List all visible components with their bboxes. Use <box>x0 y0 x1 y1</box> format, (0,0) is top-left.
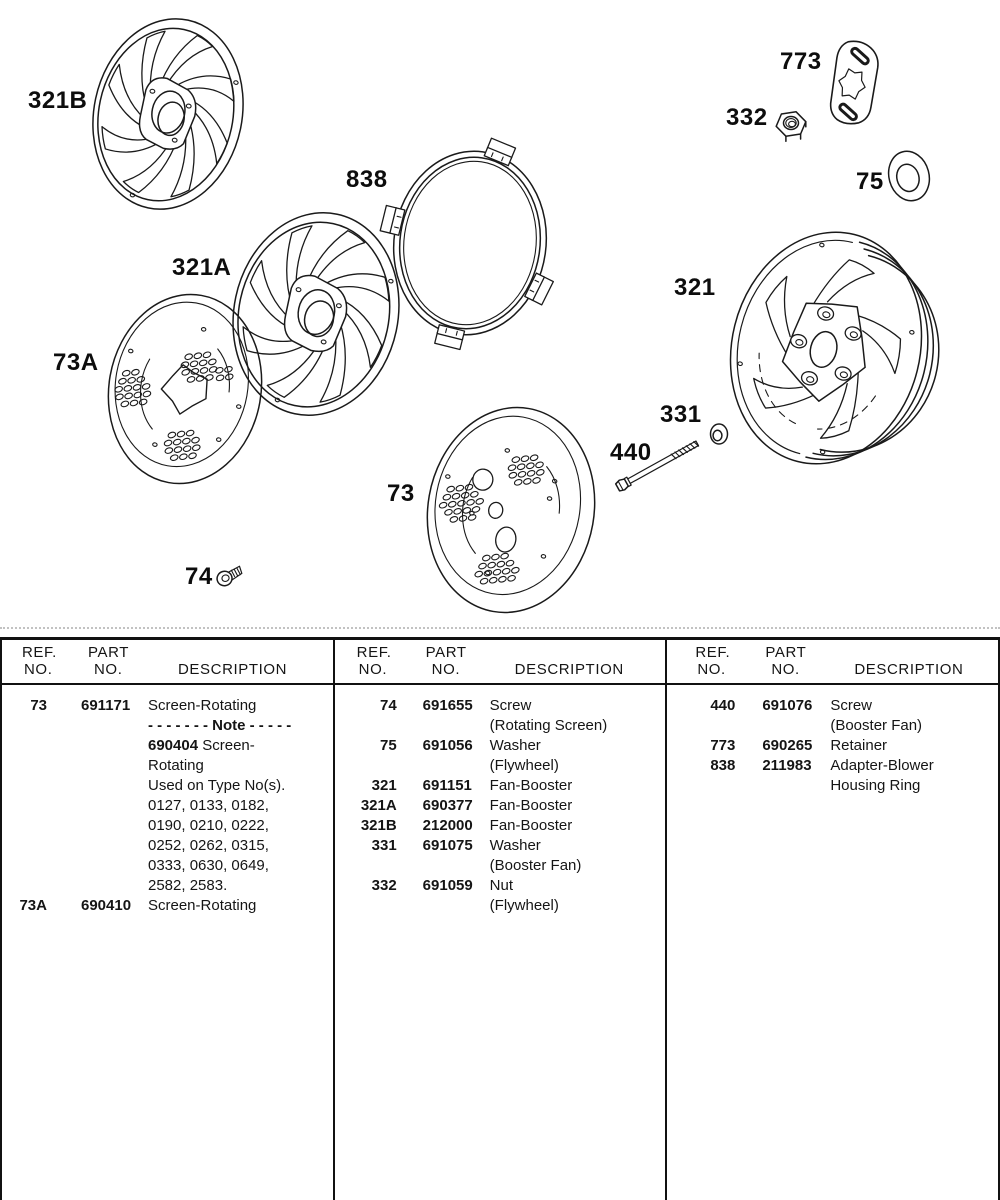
table-body <box>335 685 666 917</box>
description-cell: Rotating <box>148 757 204 774</box>
description-cell: Adapter-Blower <box>830 757 934 774</box>
callout-screen-73a: 73A <box>53 349 99 376</box>
ref-no-cell: 773 <box>710 737 736 754</box>
table-row <box>2 797 333 817</box>
header-ref-no: NO. <box>697 661 726 678</box>
table-row <box>2 857 333 877</box>
header-ref-no: NO. <box>358 661 388 678</box>
ref-no-cell: 321 <box>371 777 397 794</box>
table-header <box>335 640 666 685</box>
table-row <box>335 817 666 837</box>
description-cell: Fan-Booster <box>489 777 573 794</box>
flywheel-washer-75-drawing <box>883 147 935 206</box>
description-cell: (Flywheel) <box>489 897 559 914</box>
description-cell: Washer <box>489 737 541 754</box>
description-cell: 2582, 2583. <box>148 877 228 894</box>
description-cell: Fan-Booster <box>489 797 573 814</box>
header-part-no: PART <box>765 644 807 661</box>
header-part-no: PART <box>88 644 130 661</box>
callout-retainer-773: 773 <box>780 48 822 75</box>
part-no-cell: 212000 <box>422 817 473 834</box>
ref-no-cell: 331 <box>371 837 397 854</box>
table-row <box>2 897 333 917</box>
ref-no-cell: 332 <box>371 877 397 894</box>
part-no-cell: 691151 <box>422 777 472 794</box>
description-cell: 0333, 0630, 0649, <box>148 857 269 874</box>
header-description: DESCRIPTION <box>178 661 288 678</box>
part-no-cell: 211983 <box>762 757 812 774</box>
part-no-cell: 691075 <box>422 837 473 854</box>
ref-no-cell: 321A <box>360 797 397 814</box>
flywheel-nut-332-drawing <box>776 112 806 141</box>
table-row <box>2 777 333 797</box>
callout-fan-321a: 321A <box>172 254 232 281</box>
table-row <box>2 757 333 777</box>
table-header <box>2 640 333 685</box>
table-row <box>335 737 666 757</box>
callout-ring-838: 838 <box>346 166 388 193</box>
table-row <box>667 757 998 777</box>
header-description: DESCRIPTION <box>514 661 624 678</box>
description-cell: (Booster Fan) <box>489 857 582 874</box>
header-ref-no: NO. <box>24 661 53 678</box>
callout-screen-73: 73 <box>387 480 415 507</box>
header-description: DESCRIPTION <box>854 661 964 678</box>
table-row <box>667 717 998 737</box>
callout-washer-75: 75 <box>856 168 884 195</box>
callout-fan-321: 321 <box>674 274 716 301</box>
table-row <box>335 877 666 897</box>
description-cell: (Booster Fan) <box>830 717 923 734</box>
part-no-cell: 690377 <box>422 797 473 814</box>
part-no-cell: 691056 <box>422 737 473 754</box>
header-part-no: NO. <box>431 661 461 678</box>
table-header <box>667 640 998 685</box>
header-part-no: PART <box>425 644 467 661</box>
header-ref-no: REF. <box>695 644 731 661</box>
table-row <box>2 697 333 717</box>
table-row <box>667 777 998 797</box>
description-cell: Screw <box>489 697 532 714</box>
callout-screw-74: 74 <box>185 563 213 590</box>
description-cell: (Flywheel) <box>489 757 559 774</box>
description-cell: Screw <box>830 697 873 714</box>
part-no-cell: 690410 <box>81 897 132 914</box>
table-row <box>335 797 666 817</box>
ref-no-cell: 838 <box>710 757 736 774</box>
table-body <box>2 685 333 917</box>
description-cell: Housing Ring <box>830 777 921 794</box>
callout-fan-321b: 321B <box>28 87 88 114</box>
table-row <box>667 697 998 717</box>
part-no-cell: 691059 <box>422 877 473 894</box>
table-row <box>2 817 333 837</box>
adapter-blower-housing-ring-838-drawing <box>365 125 572 361</box>
description-cell: Screen-Rotating <box>148 697 257 714</box>
description-cell: (Rotating Screen) <box>489 717 608 734</box>
booster-fan-washer-331-drawing <box>711 424 728 444</box>
table-row <box>335 697 666 717</box>
ref-no-cell: 75 <box>379 737 397 754</box>
parts-table-column-3 <box>667 640 998 1200</box>
ref-no-cell: 74 <box>379 697 397 714</box>
header-ref-no: REF. <box>356 644 392 661</box>
table-row <box>2 737 333 757</box>
description-cell: Retainer <box>830 737 888 754</box>
header-part-no: NO. <box>94 661 123 678</box>
table-top-dotted-rule <box>0 627 1000 629</box>
description-cell: Used on Type No(s). <box>148 777 286 794</box>
description-cell: Nut <box>489 877 514 894</box>
ref-no-cell: 73 <box>30 697 47 714</box>
part-no-cell: 690265 <box>762 737 813 754</box>
retainer-773-drawing <box>822 38 886 129</box>
ref-no-cell: 73A <box>19 897 47 914</box>
callout-bolt-440: 440 <box>610 439 652 466</box>
booster-fan-321b-drawing <box>76 5 261 224</box>
rotating-screen-73-drawing <box>411 394 610 626</box>
table-row <box>667 737 998 757</box>
table-row <box>335 757 666 777</box>
parts-table <box>0 637 1000 1200</box>
part-no-cell: 691076 <box>762 697 813 714</box>
description-cell: Screen-Rotating <box>148 897 257 914</box>
table-row <box>335 717 666 737</box>
ref-no-cell: 321B <box>360 817 397 834</box>
table-body <box>667 685 998 797</box>
description-cell: 690404 Screen- <box>148 737 255 754</box>
ref-no-cell: 440 <box>710 697 736 714</box>
description-cell: 0252, 0262, 0315, <box>148 837 269 854</box>
table-row <box>335 837 666 857</box>
rotating-screen-screw-74-drawing <box>215 566 244 588</box>
table-row <box>335 777 666 797</box>
part-no-cell: 691655 <box>422 697 473 714</box>
table-row <box>335 857 666 877</box>
flywheel-fan-321-drawing <box>706 212 963 489</box>
table-row <box>2 717 333 737</box>
description-cell: Washer <box>489 837 541 854</box>
description-cell: Fan-Booster <box>489 817 573 834</box>
rotating-screen-73a-drawing <box>94 282 277 496</box>
description-cell: - - - - - - - Note - - - - - <box>148 717 292 734</box>
parts-table-column-2 <box>335 640 668 1200</box>
part-no-cell: 691171 <box>81 697 131 714</box>
callout-washer-331: 331 <box>660 401 702 428</box>
header-ref-no: REF. <box>22 644 57 661</box>
parts-table-column-1 <box>2 640 335 1200</box>
table-row <box>2 877 333 897</box>
table-row <box>335 897 666 917</box>
description-cell: 0127, 0133, 0182, <box>148 797 269 814</box>
description-cell: 0190, 0210, 0222, <box>148 817 269 834</box>
callout-nut-332: 332 <box>726 104 768 131</box>
header-part-no: NO. <box>771 661 800 678</box>
table-row <box>2 837 333 857</box>
